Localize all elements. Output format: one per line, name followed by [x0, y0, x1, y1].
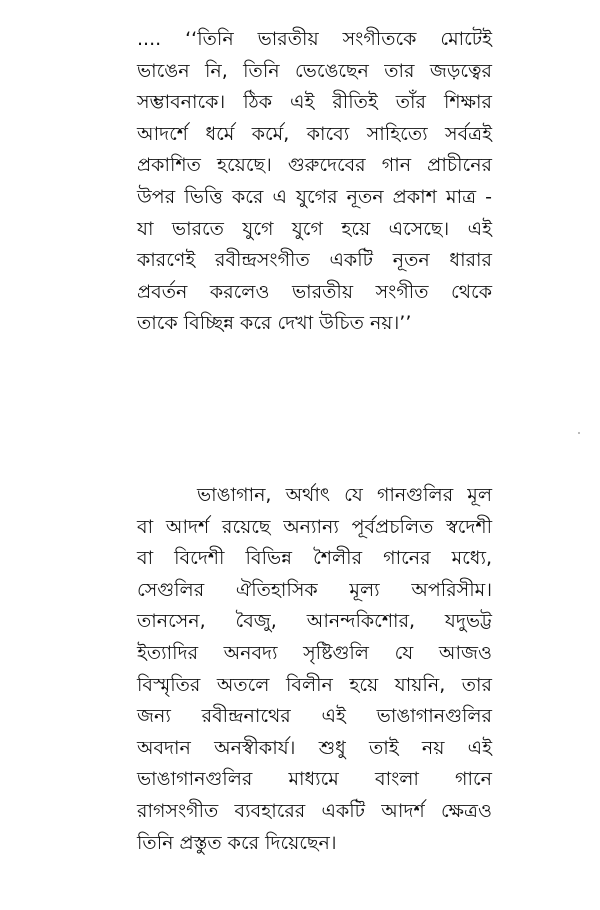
- quote-line-8: কারণেই রবীন্দ্রসংগীত একটি নূতন ধারার: [137, 249, 492, 272]
- body-line-10: ভাঙাগানগুলির মাধ্যমে বাংলা গানে: [137, 768, 492, 791]
- body-line-9: অবদান অনস্বীকার্য। শুধু তাই নয় এই: [137, 736, 492, 759]
- quote-line-5: প্রকাশিত হয়েছে। গুরুদেবের গান প্রাচীনের: [137, 154, 492, 177]
- body-line-2: বা আদর্শ রয়েছে অন্যান্য পূর্বপ্রচলিত স্বদেশী: [137, 515, 492, 538]
- quote-line-2: ভাঙেন নি, তিনি ভেঙেছেন তার জড়ত্বের: [137, 59, 492, 82]
- quote-line-10: তাকে বিচ্ছিন্ন করে দেখা উচিত নয়।’’: [137, 312, 412, 335]
- body-line-4: সেগুলির ঐতিহাসিক মূল্য অপরিসীম।: [137, 578, 492, 601]
- quote-line-4: আদর্শে ধর্মে কর্মে, কাব্যে সাহিত্যে সর্বত্রই: [137, 122, 492, 145]
- body-paragraph: [137, 480, 492, 859]
- body-line-11: রাগসংগীত ব্যবহারের একটি আদর্শ ক্ষেত্রও: [137, 799, 492, 822]
- quote-line-1: .... ‘‘তিনি ভারতীয় সংগীতকে মোটেই: [137, 28, 492, 50]
- quotation-paragraph: [137, 24, 492, 340]
- quote-line-9: প্রবর্তন করলেও ভারতীয় সংগীত থেকে: [137, 280, 492, 303]
- body-line-7: বিস্মৃতির অতলে বিলীন হয়ে যায়নি, তার: [137, 673, 492, 696]
- quote-line-7: যা ভারতে যুগে যুগে হয়ে এসেছে। এই: [137, 217, 492, 240]
- body-line-1: ভাঙাগান, অর্থাৎ যে গানগুলির মূল: [197, 484, 492, 506]
- body-line-6: ইত্যাদির অনবদ্য সৃষ্টিগুলি যে আজও: [137, 641, 492, 664]
- body-line-3: বা বিদেশী বিভিন্ন শৈলীর গানের মধ্যে,: [137, 547, 492, 570]
- body-line-12: তিনি প্রস্তুত করে দিয়েছেন।: [137, 831, 337, 854]
- body-line-8: জন্য রবীন্দ্রনাথের এই ভাঙাগানগুলির: [137, 705, 492, 728]
- quote-line-6: উপর ভিত্তি করে এ যুগের নূতন প্রকাশ মাত্র -: [137, 185, 492, 208]
- quote-line-3: সম্ভাবনাকে। ঠিক এই রীতিই তাঁর শিক্ষার: [137, 91, 492, 114]
- scan-speck: [578, 432, 580, 434]
- body-line-5: তানসেন, বৈজু, আনন্দকিশোর, যদুভট্ট: [137, 610, 492, 633]
